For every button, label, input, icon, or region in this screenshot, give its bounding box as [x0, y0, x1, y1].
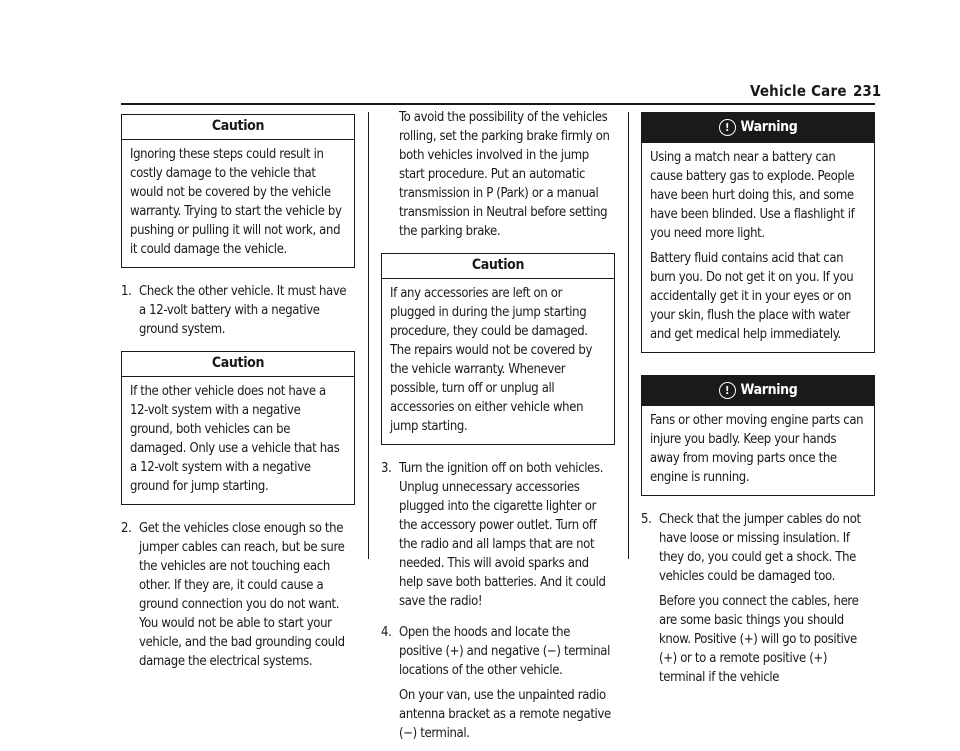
warning-circle-icon: !	[719, 119, 736, 136]
warning-heading: Warning	[740, 382, 798, 398]
caution-box	[381, 253, 615, 445]
step-text: Turn the ignition off on both vehicles. Unplug unnecessary accessories plugged into the cigarette lighter or the accessory power outlet. Turn off the radio and all lamps that are not needed. This will avoid sparks and help save both batteries. And it could save the radio!	[399, 461, 606, 609]
column-2	[381, 108, 615, 751]
column-1	[121, 114, 355, 683]
page-number: 231	[853, 82, 882, 100]
header-rule	[121, 103, 875, 105]
step-text: Open the hoods and locate the positive (+) and negative (−) terminal locations of the other vehicle.	[399, 625, 610, 678]
warning-text: Fans or other moving engine parts can injure you badly. Keep your hands away from moving parts once the engine is running.	[650, 413, 864, 485]
step-text: Check that the jumper cables do not have loose or missing insulation. If they do, you could get a shock. The vehicles could be damaged too.	[659, 512, 861, 584]
caution-heading: Caution	[382, 254, 614, 279]
column-3	[641, 112, 875, 695]
caution-box	[121, 351, 355, 505]
caution-text: If the other vehicle does not have a 12-volt system with a negative ground, both vehicles can be damaged. Only use a vehicle that has a 12-volt system with a negative ground for jump starting.	[130, 384, 340, 494]
warning-paragraph: Battery fluid contains acid that can burn you. Do not get it on you. If you accidentally get it in your eyes or on your skin, flush the place with water and get medical help immediately.	[650, 251, 854, 342]
caution-heading: Caution	[122, 352, 354, 377]
page-header-title: Vehicle Care	[750, 82, 847, 100]
warning-box	[641, 112, 875, 353]
step-note: On your van, use the unpainted radio antenna bracket as a remote negative (−) terminal.	[399, 688, 611, 741]
step-number: 1.	[121, 284, 132, 299]
step-text: Check the other vehicle. It must have a 12-volt battery with a negative ground system.	[139, 284, 347, 337]
step-item	[641, 510, 875, 586]
warning-heading-bar	[642, 113, 874, 143]
caution-text: If any accessories are left on or plugged in during the jump starting procedure, they could be damaged. The repairs would not be covered by the vehicle warranty. Whenever possible, turn off or unplug all accessories on either vehicle when jump starting.	[390, 286, 593, 434]
column-divider-1	[368, 112, 369, 559]
step-number: 4.	[381, 625, 392, 640]
step-item	[381, 459, 615, 611]
step-number: 2.	[121, 521, 132, 536]
step-number: 5.	[641, 512, 652, 527]
step-item	[381, 623, 615, 680]
caution-text: Ignoring these steps could result in costly damage to the vehicle that would not be covered by the vehicle warranty. Trying to start the vehicle by pushing or pulling it will not work, and it could damage the vehicle.	[130, 147, 342, 257]
column-divider-2	[628, 112, 629, 559]
caution-box	[121, 114, 355, 268]
warning-heading-bar	[642, 376, 874, 406]
step-number: 3.	[381, 461, 392, 476]
warning-heading: Warning	[740, 119, 798, 135]
step-text: Get the vehicles close enough so the jumper cables can reach, but be sure the vehicles are not touching each other. If they are, it could cause a ground connection you do not want. You would not be able to start your vehicle, and the bad grounding could damage the electrical systems.	[139, 521, 345, 669]
step-item	[121, 282, 355, 339]
warning-box	[641, 375, 875, 496]
step-note: Before you connect the cables, here are some basic things you should know. Positive (+) will go to positive (+) or to a remote positive (+) terminal if the vehicle	[659, 594, 859, 685]
warning-paragraph: Using a match near a battery can cause battery gas to explode. People have been hurt doing this, and some have been blinded. Use a flashlight if you need more light.	[650, 150, 855, 241]
intro-paragraph: To avoid the possibility of the vehicles rolling, set the parking brake firmly on both vehicles involved in the jump start procedure. Put an automatic transmission in P (Park) or a manual transmission in Neutral before setting the parking brake.	[399, 110, 610, 239]
warning-circle-icon: !	[719, 382, 736, 399]
warning-body	[642, 143, 874, 352]
caution-heading: Caution	[122, 115, 354, 140]
step-item	[121, 519, 355, 671]
